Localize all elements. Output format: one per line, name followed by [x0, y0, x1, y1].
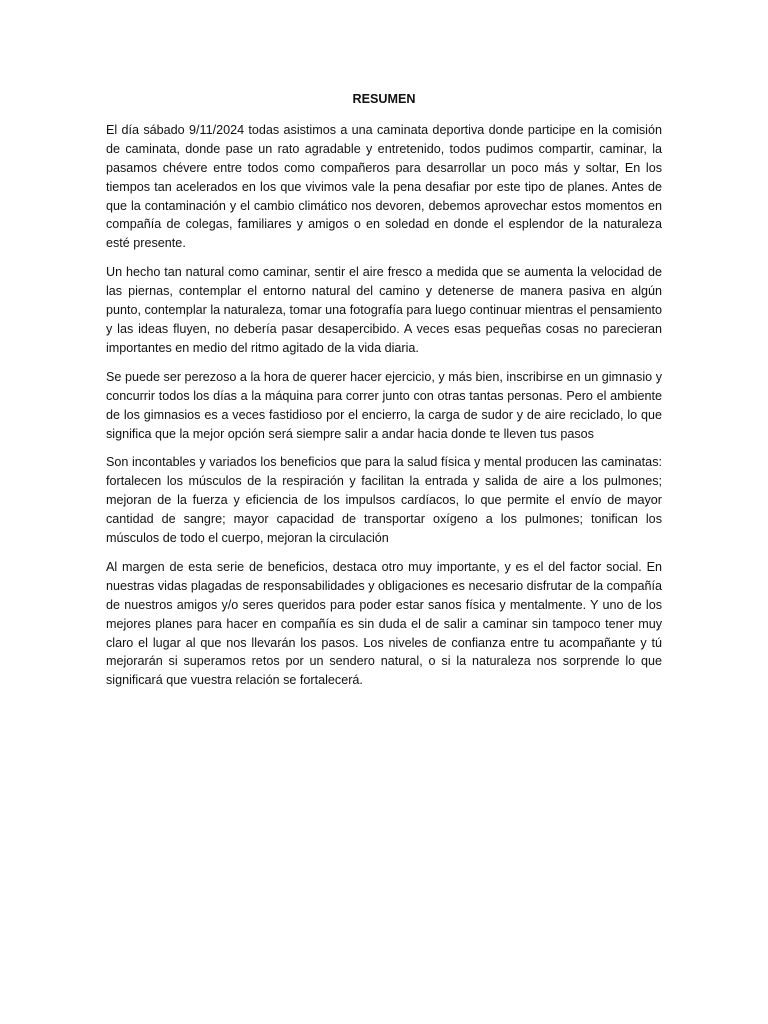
- paragraph-5: Al margen de esta serie de beneficios, destaca otro muy importante, y es el del factor social. En nuestras vidas plagadas de responsabilidades y obligaciones es necesario disfrutar de la compañía de nuestros amigos y/o seres queridos para poder estar sanos física y mentalmente. Y uno de los mejores planes para hacer en compañía es sin duda el de salir a caminar sin tampoco tener muy claro el lugar al que nos llevarán los pasos. Los niveles de confianza entre tu acompañante y tú mejorarán si superamos retos por un sendero natural, o si la naturaleza nos sorprende lo que significará que vuestra relación se fortalecerá.: [106, 559, 662, 688]
- paragraph-4: Son incontables y variados los beneficios que para la salud física y mental producen las caminatas: fortalecen los músculos de la respiración y facilitan la entrada y salida de aire a los pulmones; mejoran de la fuerza y eficiencia de los impulsos cardíacos, lo que permite el envío de mayor cantidad de sangre; mayor capacidad de transportar oxígeno a los pulmones; tonifican los músculos de todo el cuerpo, mejoran la circulación: [106, 455, 662, 546]
- document-title: RESUMEN: [352, 92, 416, 106]
- document-body: [106, 90, 662, 700]
- paragraph-3: Se puede ser perezoso a la hora de querer hacer ejercicio, y más bien, inscribirse en un gimnasio y concurrir todos los días a la máquina para correr junto con otras tantas personas. Pero el ambiente de los gimnasios es a veces fastidioso por el encierro, la carga de sudor y de aire reciclado, lo que significa que la mejor opción será siempre salir a andar hacia donde te lleven tus pasos: [106, 369, 662, 441]
- paragraph-2: Un hecho tan natural como caminar, sentir el aire fresco a medida que se aumenta la velocidad de las piernas, contemplar el entorno natural del camino y detenerse de manera pasiva en algún punto, contemplar la naturaleza, tomar una fotografía para luego continuar mientras el pensamiento y las ideas fluyen, no debería pasar desapercibido. A veces esas pequeñas cosas no parecieran importantes en medio del ritmo agitado de la vida diaria.: [106, 265, 662, 355]
- paragraph-1: El día sábado 9/11/2024 todas asistimos a una caminata deportiva donde participe en la comisión de caminata, donde pase un rato agradable y entretenido, todos pudimos compartir, caminar, la pasamos chévere entre todos como compañeros para desarrollar un poco más y soltar, En los tiempos tan acelerados en los que vivimos vale la pena desafiar por este tipo de planes. Antes de que la contaminación y el cambio climático nos devoren, debemos aprovechar estos momentos en compañía de colegas, familiares y amigos o en soledad en donde el esplendor de la naturaleza esté presente.: [106, 122, 662, 251]
